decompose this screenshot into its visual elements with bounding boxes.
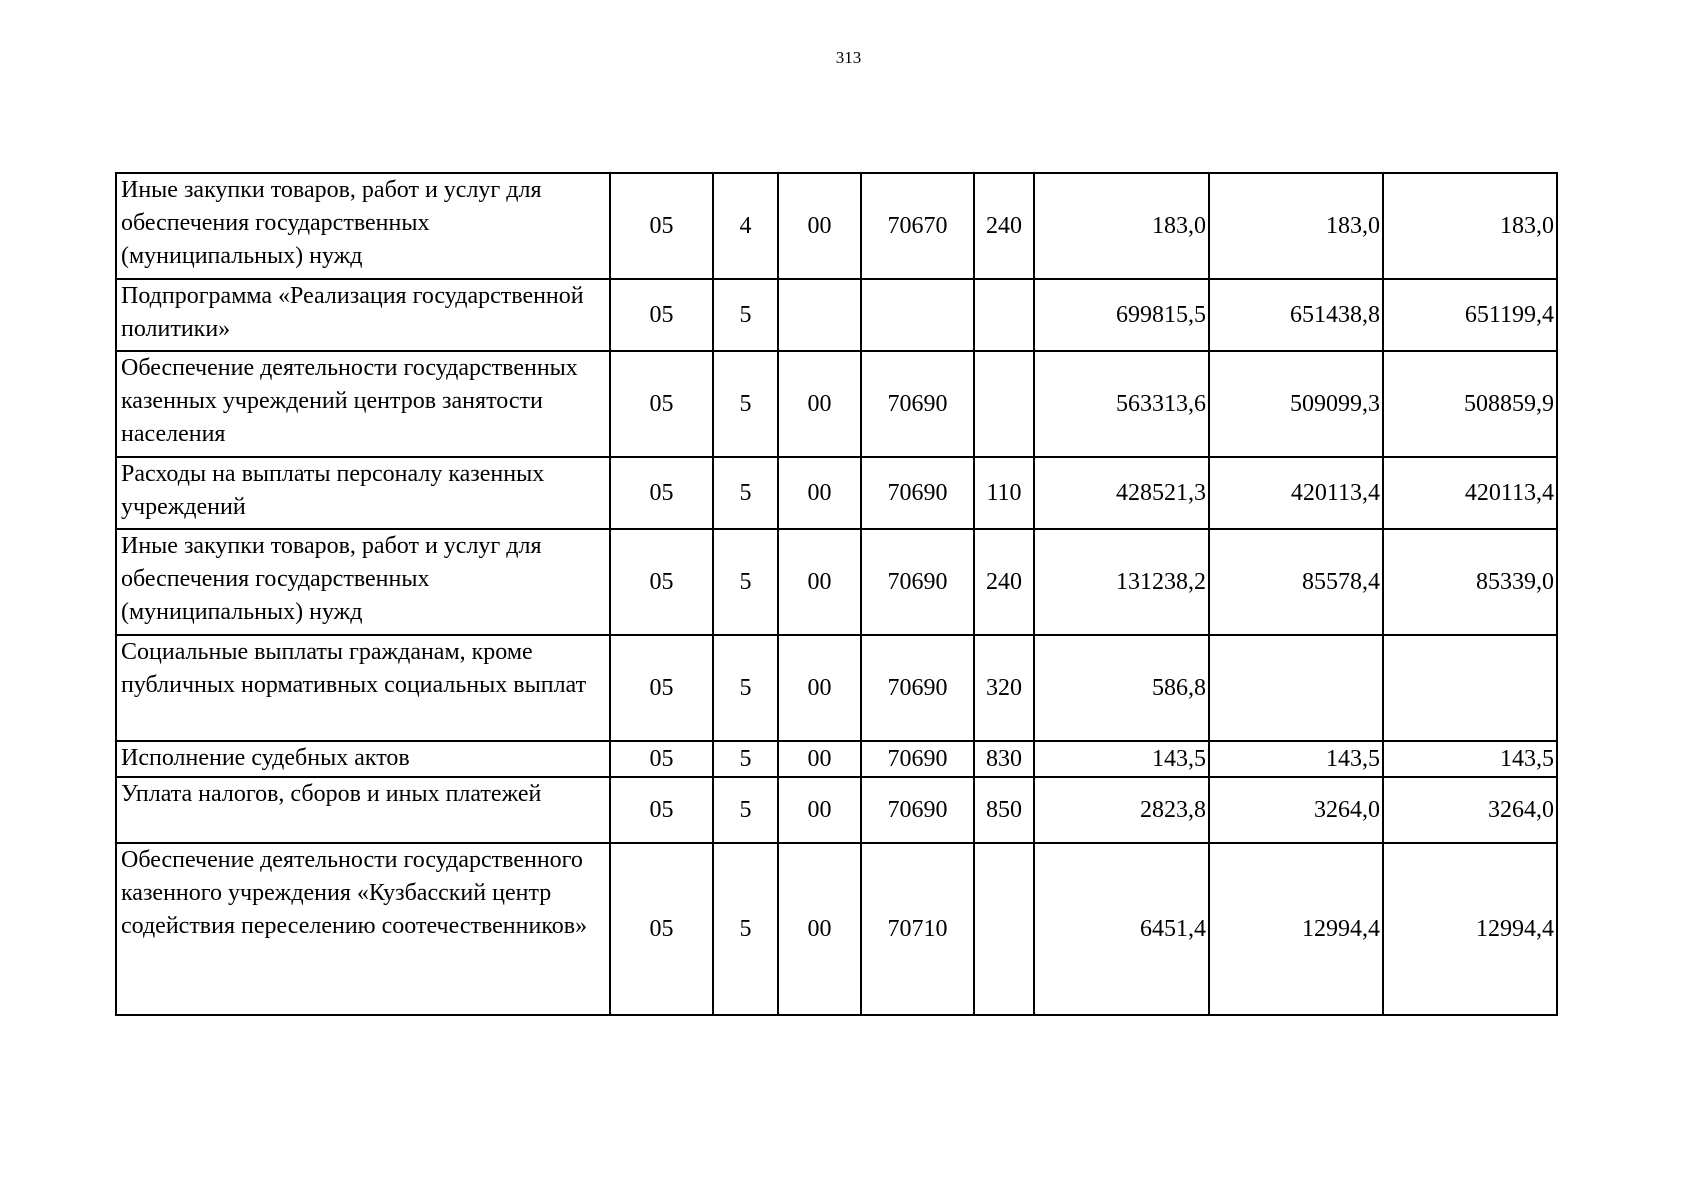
code-direction: 00: [778, 777, 861, 843]
table-row: [116, 457, 1557, 529]
code-direction: 00: [778, 741, 861, 777]
code-expense-type: 830: [974, 741, 1034, 777]
table-row: [116, 741, 1557, 777]
table-row: [116, 173, 1557, 279]
table-row: [116, 529, 1557, 635]
code-section: 05: [610, 279, 713, 351]
code-direction: 00: [778, 457, 861, 529]
code-program: 4: [713, 173, 778, 279]
value-year-1: 143,5: [1034, 741, 1209, 777]
code-direction: 00: [778, 351, 861, 457]
code-target: 70690: [861, 741, 974, 777]
code-section: 05: [610, 777, 713, 843]
row-name: Иные закупки товаров, работ и услуг для обеспечения государственных (муниципальных) нужд: [116, 529, 610, 635]
code-direction: 00: [778, 843, 861, 1015]
code-target: 70690: [861, 635, 974, 741]
value-year-1: 428521,3: [1034, 457, 1209, 529]
code-expense-type: [974, 351, 1034, 457]
code-section: 05: [610, 173, 713, 279]
value-year-2: 420113,4: [1209, 457, 1383, 529]
code-target: [861, 279, 974, 351]
code-program: 5: [713, 279, 778, 351]
value-year-2: 143,5: [1209, 741, 1383, 777]
code-program: 5: [713, 351, 778, 457]
code-direction: [778, 279, 861, 351]
value-year-2: 183,0: [1209, 173, 1383, 279]
code-target: 70690: [861, 351, 974, 457]
value-year-3: 85339,0: [1383, 529, 1557, 635]
table-row: [116, 843, 1557, 1015]
value-year-1: 2823,8: [1034, 777, 1209, 843]
code-expense-type: 240: [974, 173, 1034, 279]
value-year-1: 563313,6: [1034, 351, 1209, 457]
row-name: Уплата налогов, сборов и иных платежей: [116, 777, 610, 843]
row-name: Обеспечение деятельности государственных казенных учреждений центров занятости населения: [116, 351, 610, 457]
code-section: 05: [610, 529, 713, 635]
table-row: [116, 635, 1557, 741]
row-name: Исполнение судебных актов: [116, 741, 610, 777]
code-direction: 00: [778, 173, 861, 279]
code-program: 5: [713, 457, 778, 529]
row-name: Социальные выплаты гражданам, кроме публичных нормативных социальных выплат: [116, 635, 610, 741]
value-year-1: 699815,5: [1034, 279, 1209, 351]
code-section: 05: [610, 457, 713, 529]
code-target: 70690: [861, 777, 974, 843]
value-year-3: 651199,4: [1383, 279, 1557, 351]
value-year-1: 131238,2: [1034, 529, 1209, 635]
table-row: [116, 279, 1557, 351]
code-program: 5: [713, 635, 778, 741]
value-year-1: 586,8: [1034, 635, 1209, 741]
row-name: Расходы на выплаты персоналу казенных учреждений: [116, 457, 610, 529]
budget-table: [115, 172, 1558, 1016]
code-program: 5: [713, 777, 778, 843]
code-expense-type: 110: [974, 457, 1034, 529]
value-year-2: 3264,0: [1209, 777, 1383, 843]
code-section: 05: [610, 351, 713, 457]
value-year-3: 12994,4: [1383, 843, 1557, 1015]
value-year-2: 651438,8: [1209, 279, 1383, 351]
code-program: 5: [713, 843, 778, 1015]
value-year-3: [1383, 635, 1557, 741]
code-program: 5: [713, 741, 778, 777]
value-year-2: 509099,3: [1209, 351, 1383, 457]
code-direction: 00: [778, 635, 861, 741]
code-program: 5: [713, 529, 778, 635]
value-year-3: 508859,9: [1383, 351, 1557, 457]
code-target: 70690: [861, 457, 974, 529]
code-section: 05: [610, 635, 713, 741]
value-year-1: 6451,4: [1034, 843, 1209, 1015]
code-expense-type: 850: [974, 777, 1034, 843]
code-target: 70670: [861, 173, 974, 279]
value-year-3: 143,5: [1383, 741, 1557, 777]
table-row: [116, 351, 1557, 457]
code-section: 05: [610, 843, 713, 1015]
value-year-2: [1209, 635, 1383, 741]
page-number: 313: [835, 48, 862, 67]
value-year-2: 12994,4: [1209, 843, 1383, 1015]
code-target: 70690: [861, 529, 974, 635]
code-expense-type: [974, 843, 1034, 1015]
code-expense-type: [974, 279, 1034, 351]
value-year-1: 183,0: [1034, 173, 1209, 279]
value-year-3: 183,0: [1383, 173, 1557, 279]
code-expense-type: 240: [974, 529, 1034, 635]
value-year-3: 420113,4: [1383, 457, 1557, 529]
code-section: 05: [610, 741, 713, 777]
row-name: Обеспечение деятельности государственного казенного учреждения «Кузбасский центр содействия переселению соотечественников»: [116, 843, 610, 1015]
value-year-3: 3264,0: [1383, 777, 1557, 843]
row-name: Подпрограмма «Реализация государственной политики»: [116, 279, 610, 351]
table-row: [116, 777, 1557, 843]
code-expense-type: 320: [974, 635, 1034, 741]
value-year-2: 85578,4: [1209, 529, 1383, 635]
code-target: 70710: [861, 843, 974, 1015]
code-direction: 00: [778, 529, 861, 635]
row-name: Иные закупки товаров, работ и услуг для обеспечения государственных (муниципальных) нужд: [116, 173, 610, 279]
